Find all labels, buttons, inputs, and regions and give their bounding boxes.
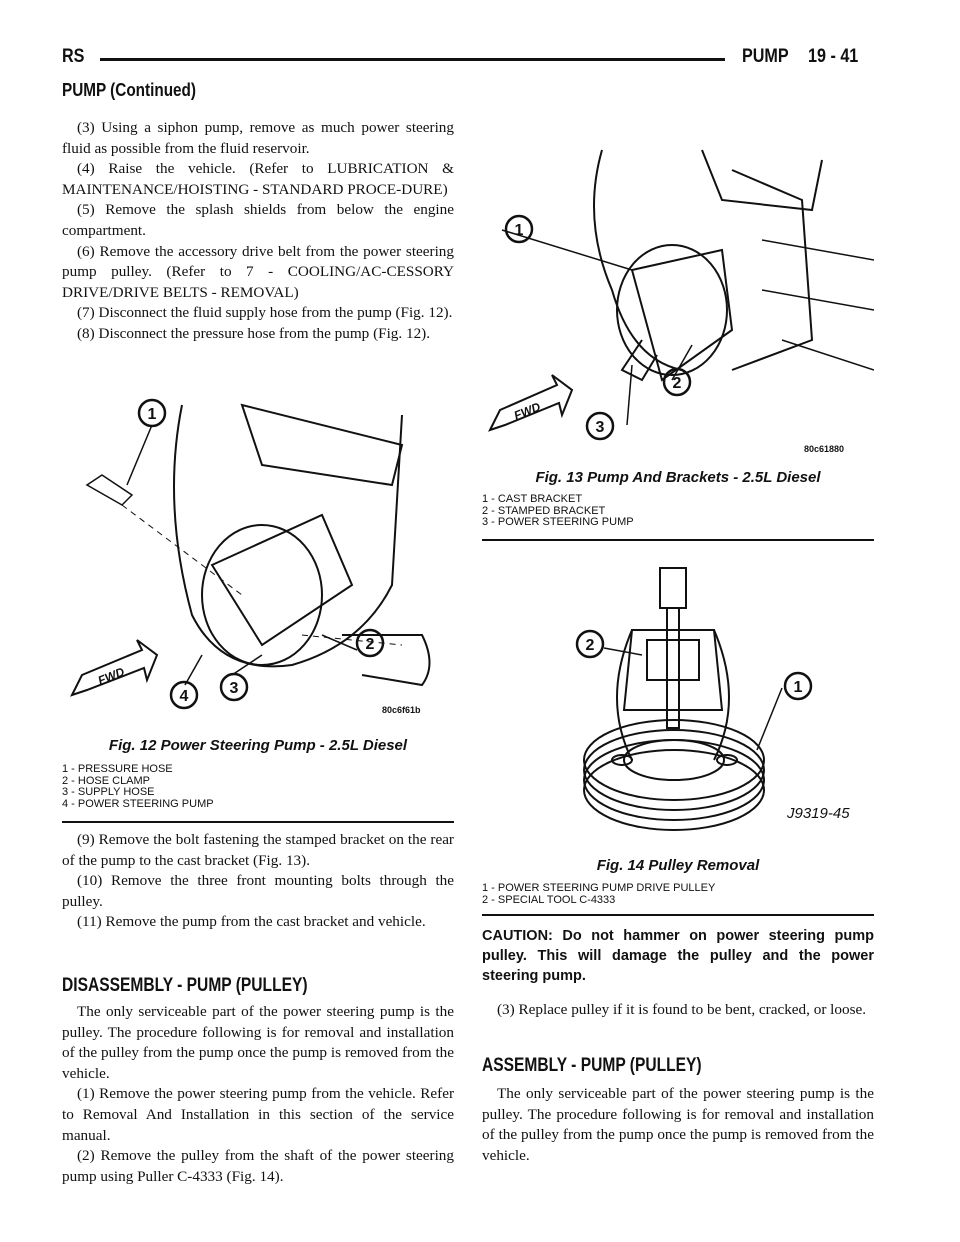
- step-6: (6) Remove the accessory drive belt from the power steering pump pulley. (Refer to 7 - COOLING/AC-CESSORY DRIVE/DRIVE BELTS - REMOVAL): [62, 242, 454, 301]
- disassembly-body: [62, 1002, 454, 1187]
- paragraph: The only serviceable part of the power steering pump is the pulley. The procedure following is for removal and installation of the pulley from the pump once the pump is removed from the vehicle.: [62, 1003, 454, 1082]
- legend-item: 3 - POWER STEERING PUMP: [482, 516, 634, 528]
- paragraph: The only serviceable part of the power steering pump is the pulley. The procedure following is for removal and installation of the pulley from the pump once the pump is removed from the vehicle.: [482, 1085, 874, 1164]
- fig13-fwd-arrow: FWD: [511, 399, 543, 423]
- fig14-code: J9319-45: [787, 805, 850, 822]
- caution-note: CAUTION: Do not hammer on power steering pump pulley. This will damage the pulley and the power steering pump.: [482, 928, 874, 984]
- header-page-number: 19 - 41: [808, 46, 859, 67]
- assembly-body: [482, 1084, 874, 1166]
- fig12-callout-2: 2: [365, 636, 375, 653]
- left-steps-1: [62, 118, 454, 345]
- fig12-caption: Fig. 12 Power Steering Pump - 2.5L Diesel: [108, 737, 408, 754]
- fig13-caption: Fig. 13 Pump And Brackets - 2.5L Diesel: [535, 469, 821, 486]
- fig12-rule: [62, 821, 454, 823]
- fig12-callout-4: 4: [179, 688, 189, 705]
- fig13-callout-1: 1: [514, 222, 524, 239]
- fig14-callout-2: 2: [585, 637, 595, 654]
- fig14-callout-1: 1: [793, 679, 803, 696]
- page-subtitle: PUMP (Continued): [62, 80, 197, 100]
- legend-item: 1 - PRESSURE HOSE: [62, 763, 173, 775]
- legend-item: 2 - STAMPED BRACKET: [482, 504, 606, 517]
- header-rule: [100, 58, 725, 61]
- fig14-illustration: [482, 560, 874, 840]
- header-left: RS: [62, 46, 85, 67]
- legend-item: 2 - HOSE CLAMP: [62, 774, 151, 787]
- right-body: [482, 926, 874, 1021]
- fig12-fwd-arrow: FWD: [95, 664, 127, 688]
- header-section: PUMP: [742, 46, 789, 67]
- fig12-code: 80c6f61b: [382, 705, 421, 715]
- disassembly-heading: DISASSEMBLY - PUMP (PULLEY): [62, 975, 308, 996]
- fig12-illustration: [62, 385, 454, 720]
- paragraph: (1) Remove the power steering pump from the vehicle. Refer to Removal And Installation in this section of the service manual.: [62, 1085, 454, 1144]
- fig14-caption: Fig. 14 Pulley Removal: [596, 857, 760, 874]
- left-steps-2: [62, 830, 454, 933]
- step-10: (10) Remove the three front mounting bolts through the pulley.: [62, 872, 454, 910]
- fig14-legend: [482, 883, 715, 906]
- step-7: (7) Disconnect the fluid supply hose from the pump (Fig. 12).: [77, 304, 453, 322]
- fig12-callout-1: 1: [147, 406, 157, 423]
- step-3: (3) Using a siphon pump, remove as much power steering fluid as possible from the fluid reservoir.: [62, 119, 454, 157]
- step-4: (4) Raise the vehicle. (Refer to LUBRICATION & MAINTENANCE/HOISTING - STANDARD PROCE-DURE): [62, 160, 454, 198]
- legend-item: 4 - POWER STEERING PUMP: [62, 797, 214, 810]
- step-3-replace: (3) Replace pulley if it is found to be bent, cracked, or loose.: [497, 1001, 867, 1018]
- fig12-callout-3: 3: [229, 680, 239, 697]
- step-11: (11) Remove the pump from the cast bracket and vehicle.: [77, 913, 426, 931]
- assembly-heading: ASSEMBLY - PUMP (PULLEY): [482, 1055, 702, 1076]
- fig13-callout-2: 2: [672, 375, 682, 392]
- fig13-code: 80c61880: [804, 444, 845, 454]
- fig13-callout-3: 3: [595, 419, 605, 436]
- step-9: (9) Remove the bolt fastening the stamped bracket on the rear of the pump to the cast bracket (Fig. 13).: [62, 831, 454, 869]
- fig14-rule: [482, 914, 874, 916]
- fig12-legend: [62, 764, 214, 810]
- step-5: (5) Remove the splash shields from below the engine compartment.: [62, 201, 454, 239]
- legend-item: 1 - POWER STEERING PUMP DRIVE PULLEY: [482, 882, 716, 894]
- paragraph: (2) Remove the pulley from the shaft of the power steering pump using Puller C-4333 (Fig. 14).: [62, 1147, 454, 1185]
- legend-item: 1 - CAST BRACKET: [482, 493, 583, 505]
- step-8: (8) Disconnect the pressure hose from the pump (Fig. 12).: [77, 324, 431, 342]
- fig13-legend: [482, 494, 634, 529]
- fig13-illustration: [482, 140, 874, 460]
- legend-item: 2 - SPECIAL TOOL C-4333: [482, 893, 616, 906]
- legend-item: 3 - SUPPLY HOSE: [62, 786, 155, 798]
- fig13-rule: [482, 539, 874, 541]
